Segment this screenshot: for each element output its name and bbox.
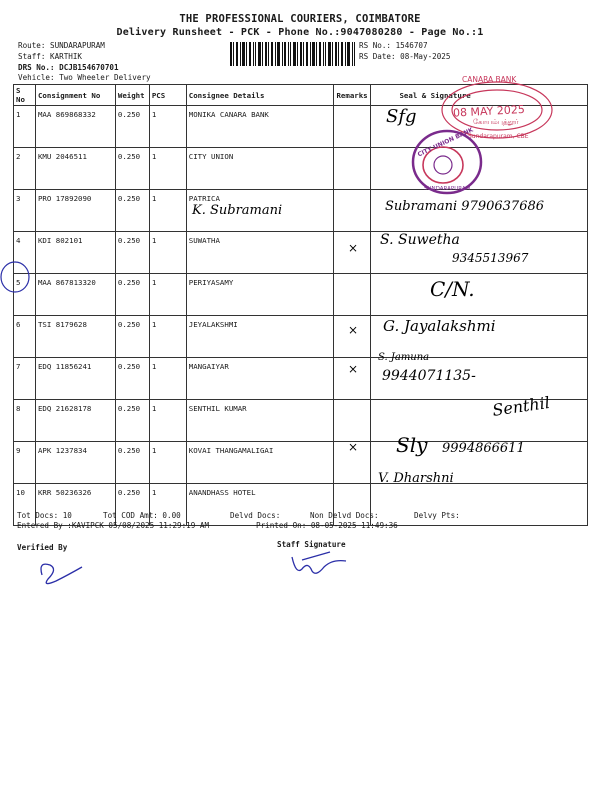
- rs-number: RS No.: 1546707: [359, 41, 428, 50]
- row1-signature: Sfg: [386, 106, 417, 127]
- col-header-remarks: Remarks: [334, 85, 371, 106]
- col-header-weight: Weight: [115, 85, 149, 106]
- col-header-consignee: Consignee Details: [186, 85, 334, 106]
- verified-by-label: Verified By: [17, 543, 68, 552]
- cell-pcs: 1: [149, 484, 186, 526]
- cell-consignee: JEYALAKSHMI: [186, 316, 334, 358]
- cell-consignment: KRR 50236326: [35, 484, 115, 526]
- cell-pcs: 1: [149, 400, 186, 442]
- cell-weight: 0.250: [115, 484, 149, 526]
- cell-consignment: TSI 8179628: [35, 316, 115, 358]
- table-row: [14, 400, 588, 442]
- route-label: Route: SUNDARAPURAM: [18, 41, 105, 50]
- table-header-row: [14, 85, 588, 106]
- row10-signature: V. Dharshni: [378, 471, 454, 486]
- cell-weight: 0.250: [115, 358, 149, 400]
- cell-pcs: 1: [149, 106, 186, 148]
- cell-consignee: PATRICA: [186, 190, 334, 232]
- cell-remarks: [334, 316, 371, 358]
- cell-sno: 8: [14, 400, 36, 442]
- staff-label: Staff: KARTHIK: [18, 52, 83, 61]
- table-row: [14, 106, 588, 148]
- cell-sno: 1: [14, 106, 36, 148]
- row5-note: C/N.: [430, 277, 475, 301]
- cell-consignment: KDI 802101: [35, 232, 115, 274]
- cell-consignee: PERIYASAMY: [186, 274, 334, 316]
- canara-bank-stamp-tamil: கோயம்புத்தூர்: [473, 118, 519, 126]
- cell-weight: 0.250: [115, 442, 149, 484]
- cell-weight: 0.250: [115, 316, 149, 358]
- cell-pcs: 1: [149, 358, 186, 400]
- row8-signature: Senthil: [491, 392, 551, 420]
- col-header-seal-signature: Seal & Signature: [371, 85, 588, 106]
- cell-remarks: [334, 358, 371, 400]
- cell-consignment: EDQ 21628178: [35, 400, 115, 442]
- runsheet-subtitle: Delivery Runsheet - PCK - Phone No.:9047080280 - Page No.:1: [116, 27, 484, 38]
- row6-signature: G. Jayalakshmi: [383, 317, 496, 335]
- vehicle-label: Vehicle: Two Wheeler Delivery: [18, 73, 151, 82]
- cell-pcs: 1: [149, 316, 186, 358]
- cell-consignee: ANANDHASS HOTEL: [186, 484, 334, 526]
- cell-remarks: [334, 148, 371, 190]
- printed-on: Printed On: 08-05-2025 11:49:36: [256, 521, 398, 530]
- col-header-pcs: PCS: [149, 85, 186, 106]
- cell-pcs: 1: [149, 232, 186, 274]
- runsheet-table: [13, 84, 588, 526]
- cell-signature: [371, 484, 588, 526]
- table-row: [14, 274, 588, 316]
- cell-consignment: EDQ 11856241: [35, 358, 115, 400]
- cell-consignee: MONIKA CANARA BANK: [186, 106, 334, 148]
- cell-signature: [371, 148, 588, 190]
- cell-remarks: [334, 190, 371, 232]
- date-stamp: 08 MAY 2025: [452, 102, 526, 120]
- cell-remarks: [334, 106, 371, 148]
- cell-signature: [371, 232, 588, 274]
- cell-sno: 7: [14, 358, 36, 400]
- cell-sno: 4: [14, 232, 36, 274]
- entered-by: Entered By :KAVIPCK 05/08/2025 11:29:19 AM: [17, 521, 210, 530]
- cell-sno: 10: [14, 484, 36, 526]
- row7-phone: 9944071135-: [382, 368, 476, 384]
- delivered-docs: Delvd Docs:: [230, 511, 281, 520]
- cell-signature: [371, 316, 588, 358]
- cell-consignee: MANGAIYAR: [186, 358, 334, 400]
- verified-signature-scribble: [41, 564, 82, 583]
- cell-weight: 0.250: [115, 232, 149, 274]
- delivery-points: Delvy Pts:: [414, 511, 460, 520]
- drs-number: DRS No.: DCJB154670701: [18, 63, 119, 72]
- remark-x-mark: ×: [348, 241, 359, 255]
- cell-remarks: [334, 442, 371, 484]
- cell-consignee: SUWATHA: [186, 232, 334, 274]
- table-row: [14, 442, 588, 484]
- barcode: [230, 42, 355, 66]
- city-union-stamp-name: CITY UNION BANK: [416, 126, 475, 159]
- cell-remarks: [334, 232, 371, 274]
- remark-x-mark: ×: [348, 323, 359, 337]
- cell-consignee: CITY UNION: [186, 148, 334, 190]
- table-row: [14, 484, 588, 526]
- rs-date: RS Date: 08-May-2025: [359, 52, 451, 61]
- cell-sno: 2: [14, 148, 36, 190]
- cell-signature: [371, 400, 588, 442]
- col-header-consignment: Consignment No: [35, 85, 115, 106]
- staff-signature-scribble: [292, 552, 346, 573]
- non-delivered-docs: Non Delvd Docs:: [310, 511, 379, 520]
- cell-sno: 5: [14, 274, 36, 316]
- cell-sno: 9: [14, 442, 36, 484]
- cell-consignee: SENTHIL KUMAR: [186, 400, 334, 442]
- row9-phone: 9994866611: [442, 441, 525, 456]
- cell-consignee: KOVAI THANGAMALIGAI: [186, 442, 334, 484]
- cell-consignment: KMU 2046511: [35, 148, 115, 190]
- cell-consignment: PRO 17892090: [35, 190, 115, 232]
- table-row: [14, 358, 588, 400]
- row7-signature: S. Jamuna: [378, 352, 430, 363]
- cell-weight: 0.250: [115, 274, 149, 316]
- cell-signature: [371, 190, 588, 232]
- cell-pcs: 1: [149, 442, 186, 484]
- cell-signature: [371, 442, 588, 484]
- row9-signature: Sly: [396, 433, 428, 457]
- remark-x-mark: ×: [348, 440, 359, 454]
- cell-weight: 0.250: [115, 190, 149, 232]
- cell-remarks: [334, 400, 371, 442]
- cell-sno: 3: [14, 190, 36, 232]
- table-row: [14, 232, 588, 274]
- total-docs: Tot Docs: 10: [17, 511, 72, 520]
- cell-pcs: 1: [149, 148, 186, 190]
- staff-signature-label: Staff Signature: [277, 540, 346, 549]
- cell-sno: 6: [14, 316, 36, 358]
- canara-bank-stamp-name: CANARA BANK: [462, 75, 517, 84]
- remark-x-mark: ×: [348, 362, 359, 376]
- cell-weight: 0.250: [115, 148, 149, 190]
- row3-receiver-name: K. Subramani: [192, 203, 283, 218]
- row4-phone: 9345513967: [452, 251, 529, 265]
- cell-pcs: 1: [149, 190, 186, 232]
- cell-signature: [371, 274, 588, 316]
- table-row: [14, 148, 588, 190]
- col-header-sno: S No: [14, 85, 36, 106]
- row4-signature: S. Suwetha: [380, 232, 460, 248]
- cell-consignment: MAA 867813320: [35, 274, 115, 316]
- city-union-stamp-branch: SUNDARAPURAM: [424, 186, 471, 192]
- cell-consignment: APK 1237834: [35, 442, 115, 484]
- table-row: [14, 316, 588, 358]
- cell-pcs: 1: [149, 274, 186, 316]
- cell-weight: 0.250: [115, 106, 149, 148]
- total-cod-amount: Tot COD Amt: 0.00: [103, 511, 181, 520]
- cell-signature: [371, 358, 588, 400]
- table-row: [14, 190, 588, 232]
- cell-consignment: MAA 869868332: [35, 106, 115, 148]
- document-title: THE PROFESSIONAL COURIERS, COIMBATORE: [179, 13, 421, 25]
- canara-bank-stamp-branch: Sundarapuram, CBE: [468, 133, 529, 140]
- cell-remarks: [334, 274, 371, 316]
- cell-signature: [371, 106, 588, 148]
- row3-signature: Subramani 9790637686: [385, 199, 545, 214]
- cell-weight: 0.250: [115, 400, 149, 442]
